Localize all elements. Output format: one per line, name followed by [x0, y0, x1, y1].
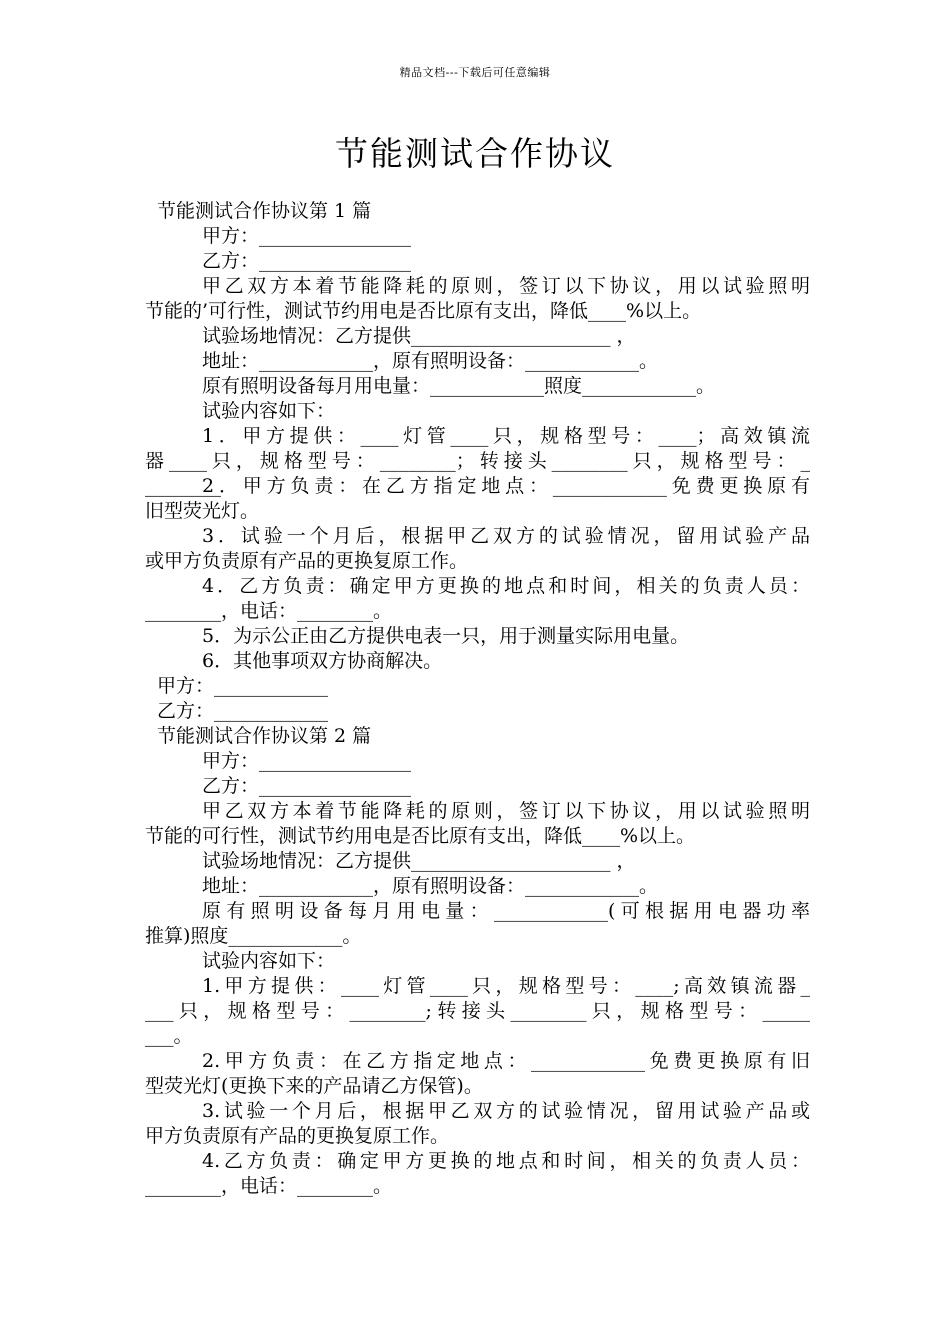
- site-line: 试验场地情况：乙方提供_____________________ ，: [202, 850, 636, 872]
- party-a-field: 甲方：________________: [202, 225, 412, 247]
- paragraph-line: 节能的’可行性，测试节约用电是否比原有支出，降低____%以上。: [145, 300, 702, 322]
- section-1-heading: 节能测试合作协议第 1 篇: [157, 200, 372, 222]
- address-line: 地址：____________，原有照明设备：____________。: [202, 875, 659, 897]
- item-1-line: ___只，规格型号：________;转接头________只，规格型号：_____: [145, 1000, 810, 1022]
- item-4-line: ________，电话：________。: [145, 1175, 393, 1197]
- paragraph-line: 节能的可行性，测试节约用电是否比原有支出，降低____%以上。: [145, 825, 696, 847]
- paragraph-line: 甲乙双方本着节能降耗的原则，签订以下协议，用以试验照明: [202, 800, 810, 822]
- page-header: 精品文档---下载后可任意编辑: [399, 66, 551, 79]
- document-body: [145, 199, 810, 1199]
- content-heading: 试验内容如下：: [202, 400, 336, 422]
- usage-line: 原有照明设备每月用电量：____________(可根据用电器功率: [202, 900, 810, 922]
- item-2-line: 型荧光灯(更换下来的产品请乙方保管)。: [145, 1075, 483, 1097]
- item-1-line: 器____只，规格型号：________；转接头________只，规格型号：_: [145, 450, 810, 472]
- sign-party-b: 乙方：____________: [157, 700, 329, 722]
- item-3-line: 或甲方负责原有产品的更换复原工作。: [145, 550, 469, 572]
- section-2-heading: 节能测试合作协议第 2 篇: [157, 725, 372, 747]
- content-heading: 试验内容如下：: [202, 950, 336, 972]
- item-1-line: ________: [145, 475, 221, 497]
- item-2-line: 2.甲方负责：在乙方指定地点：____________免费更换原有旧: [202, 1050, 810, 1072]
- item-1-line: ___。: [145, 1025, 193, 1047]
- item-2-line: 2．甲方负责：在乙方指定地点：____________免费更换原有: [202, 475, 810, 497]
- item-4-line: 4．乙方负责：确定甲方更换的地点和时间，相关的负责人员：: [202, 575, 810, 597]
- document-title: 节能测试合作协议: [335, 134, 615, 173]
- item-1-line: 1.甲方提供：____灯管____只，规格型号：____;高效镇流器_: [202, 975, 810, 997]
- item-2-line: 旧型荧光灯。: [145, 500, 260, 522]
- sign-party-a: 甲方：____________: [157, 675, 329, 697]
- item-3-line: 3．试验一个月后，根据甲乙双方的试验情况，留用试验产品: [202, 525, 810, 547]
- address-line: 地址：____________，原有照明设备：____________。: [202, 350, 659, 372]
- item-1-line: 1．甲方提供：____灯管____只，规格型号：____；高效镇流: [202, 425, 810, 447]
- item-6-line: 6．其他事项双方协商解决。: [202, 650, 443, 672]
- usage-line: 推算)照度____________。: [145, 925, 362, 947]
- item-4-line: 4.乙方负责：确定甲方更换的地点和时间，相关的负责人员：: [202, 1150, 810, 1172]
- item-3-line: 3.试验一个月后，根据甲乙双方的试验情况，留用试验产品或: [202, 1100, 810, 1122]
- item-5-line: 5．为示公正由乙方提供电表一只，用于测量实际用电量。: [202, 625, 690, 647]
- party-b-field: 乙方：________________: [202, 775, 412, 797]
- item-4-line: ________，电话：________。: [145, 600, 393, 622]
- item-3-line: 甲方负责原有产品的更换复原工作。: [145, 1125, 450, 1147]
- party-a-field: 甲方：________________: [202, 750, 412, 772]
- usage-line: 原有照明设备每月用电量：____________照度____________。: [202, 375, 716, 397]
- paragraph-line: 甲乙双方本着节能降耗的原则，签订以下协议，用以试验照明: [202, 275, 810, 297]
- party-b-field: 乙方：________________: [202, 250, 412, 272]
- site-line: 试验场地情况：乙方提供_____________________ ，: [202, 325, 636, 347]
